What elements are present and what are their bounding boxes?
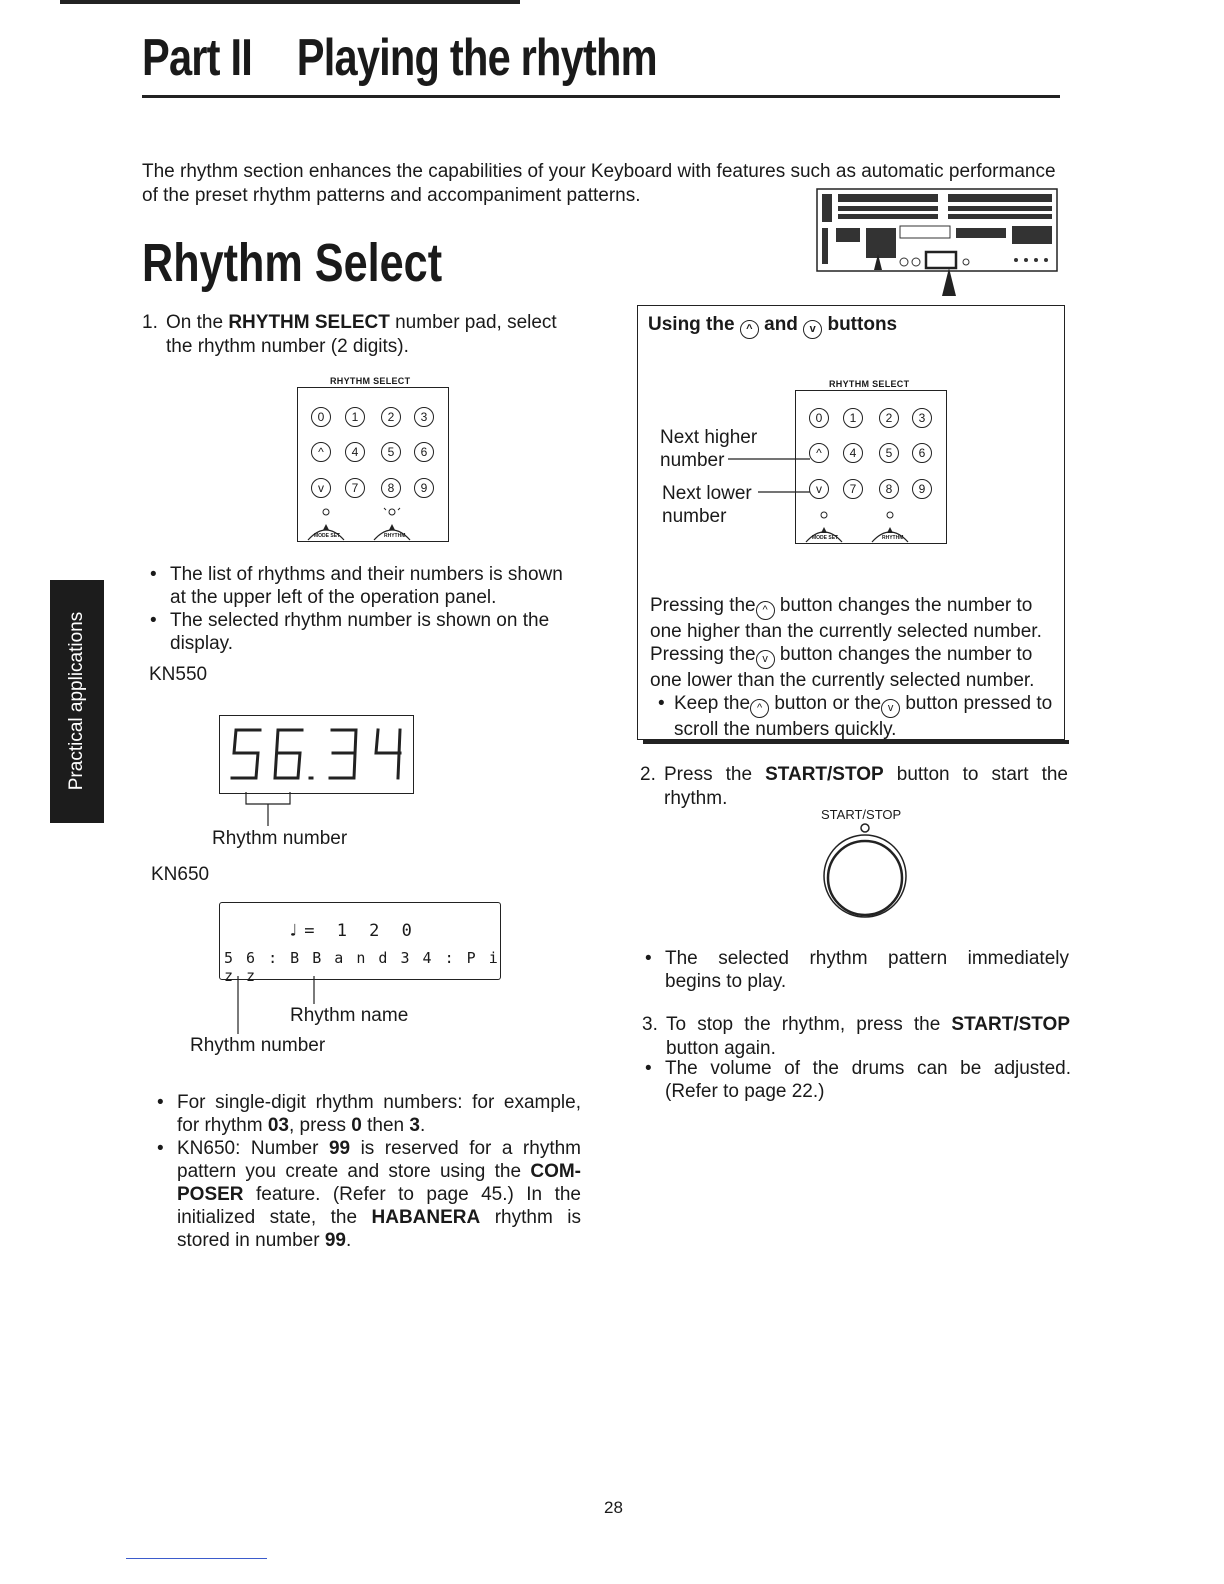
kn550-display-value <box>220 716 221 717</box>
keyboard-panel-illustration <box>816 188 1060 298</box>
bullet-item: • KN650: Number 99 is reserved for a rhythm pattern you create and store using the COM-POSER feature. (Refer to page 45.) In the initialized state, the HABANERA rhythm is stored in number 99. <box>153 1137 581 1252</box>
mode-set-label: MODE SET <box>812 535 839 541</box>
side-tab <box>50 580 104 823</box>
box-explanation <box>650 594 1056 741</box>
pad-button-3[interactable]: 3 <box>414 407 434 427</box>
pad-button-4[interactable]: 4 <box>345 442 365 462</box>
step-1: 1. On the RHYTHM SELECT number pad, select the rhythm number (2 digits). <box>142 312 557 357</box>
seven-segment-digits <box>220 716 413 793</box>
pad-button-8[interactable]: 8 <box>381 478 401 498</box>
pad-button-3[interactable]: 3 <box>912 408 932 428</box>
kn650-tempo: ♩= 1 2 0 <box>288 921 418 941</box>
step-2: 2. Press the START/STOP button to start the rhythm. <box>640 764 1068 809</box>
kn650-main-line: 5 6 : B B a n d 3 4 : P i z z <box>224 949 500 985</box>
start-stop-caption: START/STOP <box>821 807 902 822</box>
box-bullet: • Keep the ^ button or the v button pressed to scroll the numbers quickly. <box>658 693 1053 740</box>
pad-button-9[interactable]: 9 <box>414 478 434 498</box>
next-higher-label: Next higher number <box>660 427 758 471</box>
bullet-item: • The list of rhythms and their numbers is shown at the upper left of the operation panel. <box>146 563 576 609</box>
pad-button-5[interactable]: 5 <box>879 443 899 463</box>
pad-button-down[interactable]: v <box>311 478 331 498</box>
pad-button-9[interactable]: 9 <box>912 479 932 499</box>
kn650-display <box>219 902 501 985</box>
pad-button-2[interactable]: 2 <box>879 408 899 428</box>
pad-button-up[interactable]: ^ <box>809 443 829 463</box>
pad-button-5[interactable]: 5 <box>381 442 401 462</box>
down-icon: v <box>881 699 900 718</box>
step-number: 2. <box>640 764 656 785</box>
rhythm-label: RHYTHM <box>384 533 406 539</box>
rhythm-select-pad <box>297 387 449 542</box>
box-pad-caption: RHYTHM SELECT <box>829 379 910 389</box>
kn650-caption-name: Rhythm name <box>290 1005 409 1026</box>
up-icon: ^ <box>756 601 775 620</box>
down-icon: v <box>756 650 775 669</box>
page-number: 28 <box>604 1498 623 1517</box>
pad-button-1[interactable]: 1 <box>843 408 863 428</box>
pad-button-down[interactable]: v <box>809 479 829 499</box>
box-pointer-lines <box>728 446 818 506</box>
kn650-caption-number: Rhythm number <box>190 1035 326 1056</box>
step-number: 3. <box>642 1014 658 1035</box>
pad-button-7[interactable]: 7 <box>843 479 863 499</box>
bullet-list-4 <box>641 1057 1071 1103</box>
step-3: 3. To stop the rhythm, press the START/STOP button again. <box>642 1014 1070 1059</box>
box-paragraph-down: Pressing the v button changes the number to one lower than the currently selected number. <box>650 644 1035 691</box>
part-title: Part II Playing the rhythm <box>142 29 657 87</box>
intro-paragraph: The rhythm section enhances the capabilities of your Keyboard with features such as automatic performance of the preset rhythm patterns and accompaniment patterns. <box>142 161 1056 206</box>
pad-button-0[interactable]: 0 <box>809 408 829 428</box>
pad-button-0[interactable]: 0 <box>311 407 331 427</box>
bullet-item: • The volume of the drums can be adjusted. (Refer to page 22.) <box>641 1057 1071 1103</box>
box-paragraph-up: Pressing the ^ button changes the number to one higher than the currently selected number. <box>650 595 1042 642</box>
bullet-list-2 <box>153 1091 581 1252</box>
down-icon: v <box>803 320 822 339</box>
start-stop-button[interactable] <box>822 820 912 920</box>
model-kn550: KN550 <box>149 664 208 685</box>
rhythm-label: RHYTHM <box>882 535 904 541</box>
bullet-list-1 <box>146 563 576 655</box>
pad-button-8[interactable]: 8 <box>879 479 899 499</box>
pad-button-6[interactable]: 6 <box>414 442 434 462</box>
up-down-buttons-box <box>637 305 1065 740</box>
pad-button-7[interactable]: 7 <box>345 478 365 498</box>
kn550-caption: Rhythm number <box>212 828 348 849</box>
up-icon: ^ <box>740 320 759 339</box>
bullet-item: • The selected rhythm pattern immediately begins to play. <box>641 947 1069 993</box>
kn550-pointer-bracket <box>240 792 300 826</box>
next-lower-label: Next lower number <box>662 483 752 527</box>
box-title: Using the ^ and v buttons <box>648 314 897 339</box>
pad-button-4[interactable]: 4 <box>843 443 863 463</box>
pad-button-up[interactable]: ^ <box>311 442 331 462</box>
bullet-list-3 <box>641 947 1069 993</box>
side-tab-label: Practical applications <box>66 611 87 791</box>
top-rule <box>60 0 520 4</box>
mode-set-label: MODE SET <box>314 533 341 539</box>
pad-button-2[interactable]: 2 <box>381 407 401 427</box>
footer-line <box>126 1558 267 1559</box>
up-icon: ^ <box>750 699 769 718</box>
title-rule <box>142 95 1060 98</box>
model-kn650: KN650 <box>151 864 210 885</box>
kn550-display <box>219 715 414 794</box>
section-title: Rhythm Select <box>142 233 443 293</box>
bullet-item: • For single-digit rhythm numbers: for example, for rhythm 03, press 0 then 3. <box>153 1091 581 1137</box>
pad-caption: RHYTHM SELECT <box>330 376 411 386</box>
step-number: 1. <box>142 312 158 333</box>
pad-button-1[interactable]: 1 <box>345 407 365 427</box>
pad-button-6[interactable]: 6 <box>912 443 932 463</box>
bullet-item: • The selected rhythm number is shown on the display. <box>146 609 576 655</box>
